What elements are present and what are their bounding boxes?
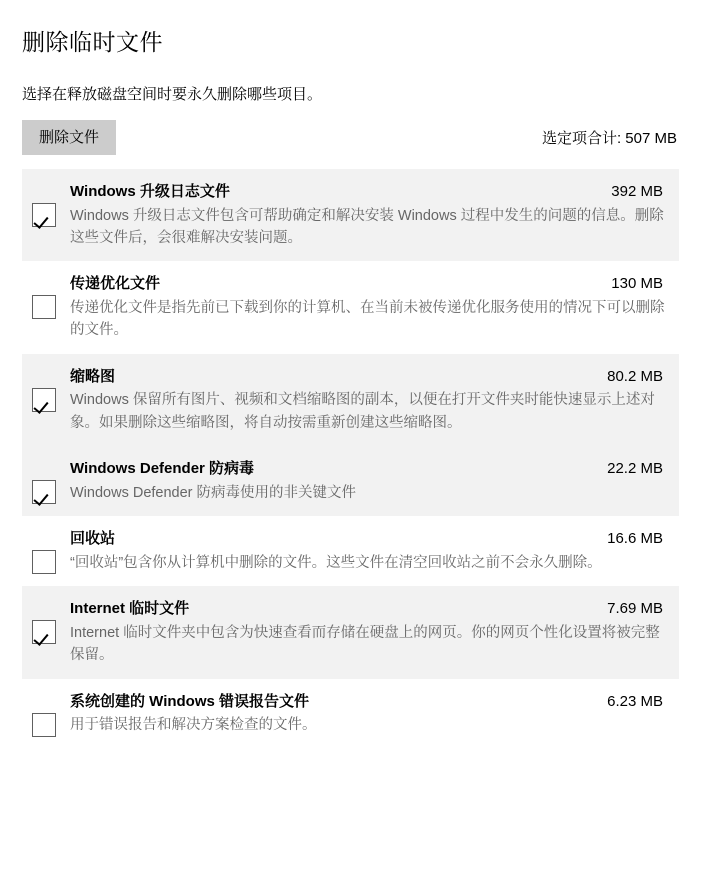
list-item-body [70, 181, 675, 249]
list-item-size: 6.23 MB [607, 692, 663, 710]
checkbox-unchecked-icon[interactable] [32, 713, 56, 737]
checkbox-unchecked-icon[interactable] [32, 550, 56, 574]
list-item[interactable] [22, 516, 679, 586]
list-item-title: 回收站 [70, 530, 116, 548]
list-item-description: “回收站”包含你从计算机中删除的文件。这些文件在清空回收站之前不会永久删除。 [70, 554, 602, 571]
list-item-description: Windows 保留所有图片、视频和文档缩略图的副本，以便在打开文件夹时能快速显示上述对象。如果删除这些缩略图，将自动按需重新创建这些缩略图。 [70, 392, 655, 431]
list-item-size: 16.6 MB [607, 530, 663, 548]
checkbox-checked-icon[interactable] [32, 480, 56, 504]
list-item-description: 用于错误报告和解决方案检查的文件。 [70, 717, 317, 734]
list-item-header [70, 528, 669, 551]
list-item-size: 80.2 MB [607, 367, 663, 385]
list-item-description: 传递优化文件是指先前已下载到你的计算机、在当前未被传递优化服务使用的情况下可以删除的文件。 [70, 299, 665, 339]
temporary-files-list [22, 169, 679, 749]
list-item-title: 缩略图 [70, 367, 116, 385]
action-row [22, 120, 679, 155]
list-item-body [70, 691, 675, 737]
list-item-header [70, 181, 669, 204]
page-title: 删除临时文件 [22, 29, 163, 55]
list-item-body [70, 598, 675, 666]
list-item-size: 22.2 MB [607, 460, 663, 478]
list-item-header [70, 366, 669, 389]
list-item-title: 系统创建的 Windows 错误报告文件 [70, 692, 310, 710]
list-item-body [70, 528, 675, 574]
list-item-body [70, 273, 675, 341]
list-item[interactable] [22, 446, 679, 516]
list-item-header [70, 273, 669, 296]
list-item-title: Internet 临时文件 [70, 600, 190, 618]
list-item[interactable] [22, 586, 679, 678]
checkbox-unchecked-icon[interactable] [32, 295, 56, 319]
list-item[interactable] [22, 261, 679, 353]
list-item-body [70, 366, 675, 434]
list-item-title: 传递优化文件 [70, 275, 161, 293]
page-subtitle: 选择在释放磁盘空间时要永久删除哪些项目。 [22, 86, 323, 103]
list-item-description: Windows 升级日志文件包含可帮助确定和解决安装 Windows 过程中发生的问题的信息。删除这些文件后，会很难解决安装问题。 [70, 207, 664, 246]
list-item-description: Internet 临时文件夹中包含为快速查看而存储在硬盘上的网页。你的网页个性化设置将被完整保留。 [70, 624, 660, 664]
list-item[interactable] [22, 679, 679, 749]
list-item-size: 7.69 MB [607, 600, 663, 618]
selected-total-label: 选定项合计: 507 MB [541, 130, 677, 147]
list-item[interactable] [22, 169, 679, 261]
checkbox-checked-icon[interactable] [32, 620, 56, 644]
list-item-header [70, 598, 669, 621]
checkbox-cell [32, 458, 70, 504]
checkbox-cell [32, 598, 70, 644]
checkbox-cell [32, 273, 70, 319]
list-item-size: 130 MB [611, 275, 663, 293]
list-item-header [70, 458, 669, 481]
checkbox-cell [32, 528, 70, 574]
checkbox-checked-icon[interactable] [32, 203, 56, 227]
list-item-description: Windows Defender 防病毒使用的非关键文件 [70, 484, 357, 501]
checkbox-cell [32, 366, 70, 412]
list-item-header [70, 691, 669, 714]
checkbox-checked-icon[interactable] [32, 388, 56, 412]
list-item-title: Windows Defender 防病毒 [70, 460, 255, 478]
delete-files-button[interactable]: 删除文件 [22, 120, 116, 155]
checkbox-cell [32, 691, 70, 737]
list-item-body [70, 458, 675, 504]
list-item-title: Windows 升级日志文件 [70, 183, 230, 200]
list-item[interactable] [22, 354, 679, 446]
list-item-size: 392 MB [611, 183, 663, 200]
checkbox-cell [32, 181, 70, 227]
